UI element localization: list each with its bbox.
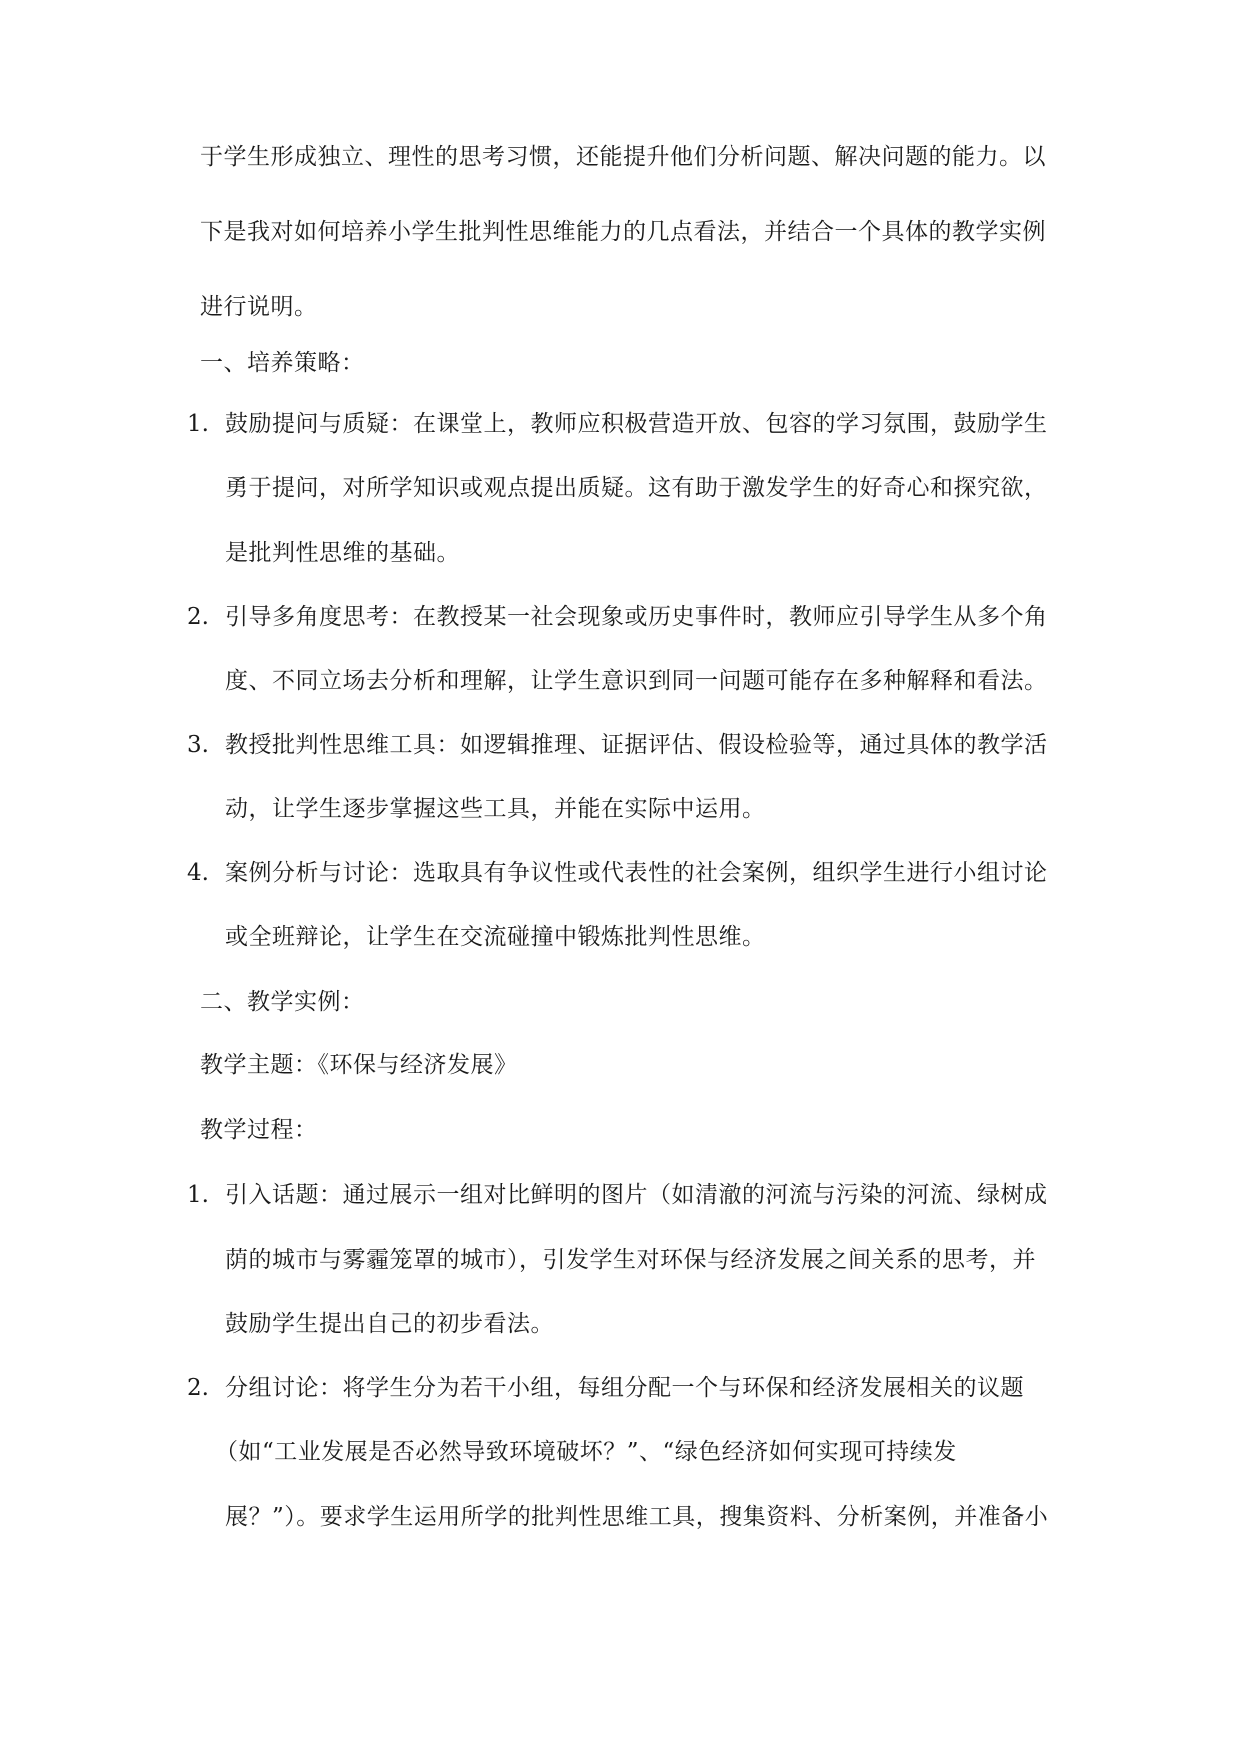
strategy-4-line-1: 案例分析与讨论：选取具有争议性或代表性的社会案例，组织学生进行小组讨论 (225, 860, 1048, 886)
process-1-line-1: 引入话题：通过展示一组对比鲜明的图片（如清澈的河流与污染的河流、绿树成 (225, 1182, 1048, 1208)
process-1-number: 1. (187, 1182, 209, 1208)
strategy-1-line-1: 鼓励提问与质疑：在课堂上，教师应积极营造开放、包容的学习氛围，鼓励学生 (225, 411, 1048, 437)
section2-heading: 二、教学实例： (200, 989, 365, 1015)
teaching-topic: 教学主题：《环保与经济发展》 (200, 1052, 518, 1078)
strategy-1-number: 1. (187, 411, 209, 437)
strategy-3-line-1: 教授批判性思维工具：如逻辑推理、证据评估、假设检验等，通过具体的教学活 (225, 732, 1048, 758)
process-2-line-3: 展？”）。要求学生运用所学的批判性思维工具，搜集资料、分析案例，并准备小 (225, 1504, 1049, 1530)
strategy-2-line-1: 引导多角度思考：在教授某一社会现象或历史事件时，教师应引导学生从多个角 (225, 604, 1048, 630)
process-2-line-2: （如“工业发展是否必然导致环境破坏？”、“绿色经济如何实现可持续发 (215, 1439, 957, 1465)
strategy-4-number: 4. (187, 860, 209, 886)
process-1-line-3: 鼓励学生提出自己的初步看法。 (225, 1311, 554, 1337)
section1-heading: 一、培养策略： (200, 350, 365, 376)
intro-line-3: 进行说明。 (200, 294, 318, 320)
strategy-2-line-2: 度、不同立场去分析和理解，让学生意识到同一问题可能存在多种解释和看法。 (225, 668, 1048, 694)
intro-line-2: 下是我对如何培养小学生批判性思维能力的几点看法，并结合一个具体的教学实例 (200, 219, 1046, 245)
strategy-3-line-2: 动，让学生逐步掌握这些工具，并能在实际中运用。 (225, 796, 766, 822)
strategy-3-number: 3. (187, 732, 209, 758)
intro-line-1: 于学生形成独立、理性的思考习惯，还能提升他们分析问题、解决问题的能力。以 (200, 144, 1046, 170)
strategy-1-line-2: 勇于提问，对所学知识或观点提出质疑。这有助于激发学生的好奇心和探究欲， (225, 475, 1048, 501)
process-2-number: 2. (187, 1375, 209, 1401)
strategy-2-number: 2. (187, 604, 209, 630)
strategy-1-line-3: 是批判性思维的基础。 (225, 540, 460, 566)
process-2-line-1: 分组讨论：将学生分为若干小组，每组分配一个与环保和经济发展相关的议题 (225, 1375, 1024, 1401)
process-1-line-2: 荫的城市与雾霾笼罩的城市），引发学生对环保与经济发展之间关系的思考，并 (225, 1247, 1036, 1273)
strategy-4-line-2: 或全班辩论，让学生在交流碰撞中锻炼批判性思维。 (225, 924, 766, 950)
process-heading: 教学过程： (200, 1117, 318, 1143)
